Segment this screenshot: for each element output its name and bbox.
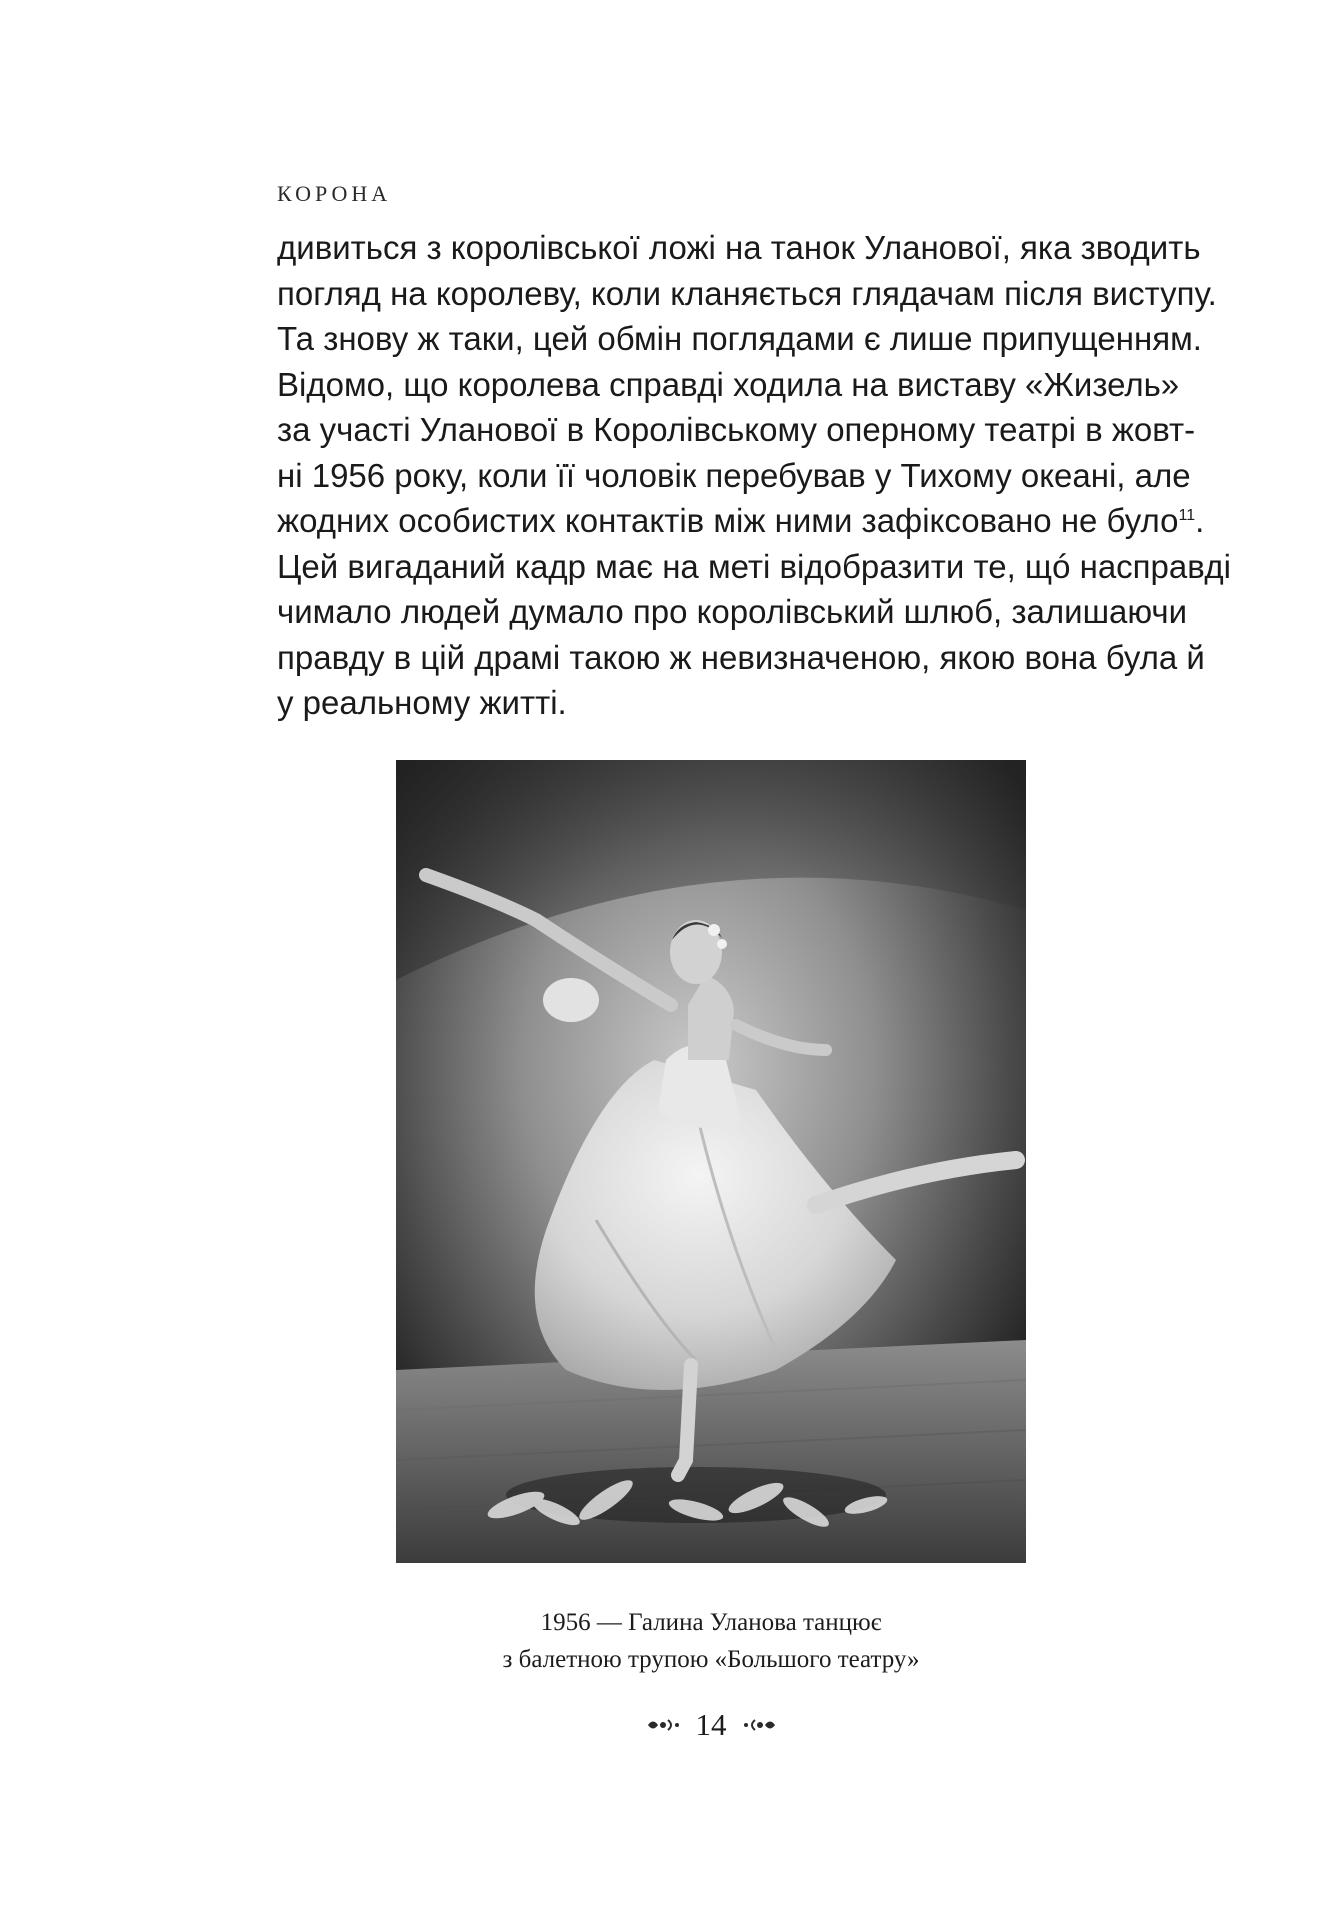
body-paragraph xyxy=(277,225,1232,726)
caption-line-1: 1956 — Галина Уланова танцює xyxy=(540,1609,882,1636)
page-footer xyxy=(396,1707,1026,1743)
body-line: дивиться з королівської ложі на танок Уланової, яка зводить xyxy=(277,229,1201,266)
ballet-photo xyxy=(396,760,1026,1563)
body-line: погляд на королеву, коли кланяється глядачам після виступу. xyxy=(277,274,1217,312)
footnote-reference[interactable]: 11 xyxy=(1178,507,1196,524)
photo-caption xyxy=(396,1604,1026,1678)
caption-line-2: з балетною трупою «Большого театру» xyxy=(502,1646,920,1673)
ballet-photo-illustration xyxy=(396,760,1026,1563)
body-line-with-footnote xyxy=(277,498,1205,544)
right-ornament-icon xyxy=(741,1716,777,1734)
body-line: Відомо, що королева справді ходила на виставу «Жизель» xyxy=(277,365,1180,403)
running-header: КОРОНА xyxy=(277,181,392,206)
body-line: правду в цій драмі такою ж невизначеною, якою вона була й xyxy=(277,638,1205,676)
page-number: 14 xyxy=(695,1707,727,1742)
body-line: у реальному житті. xyxy=(277,684,567,721)
body-line: чимало людей думало про королівський шлюб, залишаючи xyxy=(277,593,1188,630)
body-line: за участі Уланової в Королівському оперному театрі в жовт- xyxy=(277,411,1196,448)
body-line-text: жодних особистих контактів між ними зафіксовано не було xyxy=(277,502,1179,539)
body-line: Та знову ж таки, цей обмін поглядами є лише припущенням. xyxy=(277,320,1202,357)
left-ornament-icon xyxy=(646,1716,682,1734)
body-line: Цей вигаданий кадр має на меті відобразити те, щó насправді xyxy=(277,547,1232,585)
footnote-suffix: . xyxy=(1195,502,1205,539)
body-line: ні 1956 року, коли її чоловік перебував у Тихому океані, але xyxy=(277,456,1191,494)
